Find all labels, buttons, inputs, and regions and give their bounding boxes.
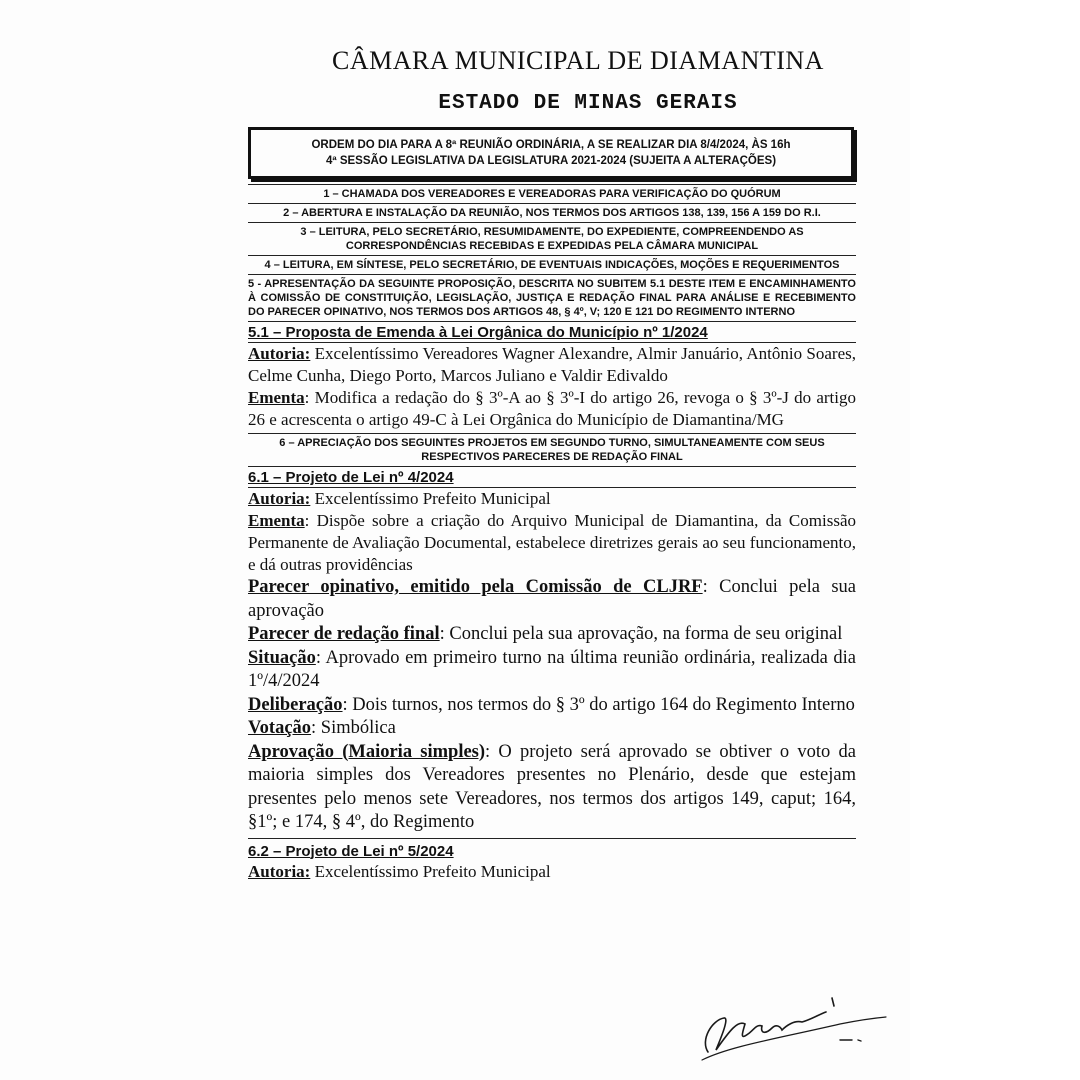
item-6-1-aprovacao (248, 741, 856, 839)
item-6-1-votacao (248, 717, 856, 741)
ementa-label: Ementa (248, 511, 305, 530)
item-6-1-heading: 6.1 – Projeto de Lei nº 4/2024 (248, 467, 856, 488)
autoria-label: Autoria: (248, 861, 311, 881)
deliberacao-label: Deliberação (248, 694, 343, 715)
ementa-text: : Modifica a redação do § 3º-A ao § 3º-I do artigo 26, revoga o § 3º-J do artigo 26 e acrescenta o artigo 49-C à Lei Orgânica do Município de Diamantina/MG (248, 388, 856, 429)
votacao-text: : Simbólica (311, 718, 396, 738)
item-6-1-deliberacao (248, 694, 856, 718)
item-6-1-parecer-redacao (248, 623, 856, 647)
section-4: 4 – LEITURA, EM SÍNTESE, PELO SECRETÁRIO, DE EVENTUAIS INDICAÇÕES, MOÇÕES E REQUERIMENTOS (248, 256, 856, 275)
item-5-1-heading: 5.1 – Proposta de Emenda à Lei Orgânica do Município nº 1/2024 (248, 322, 856, 343)
section-3: 3 – LEITURA, PELO SECRETÁRIO, RESUMIDAMENTE, DO EXPEDIENTE, COMPREENDENDO AS CORRESPONDÊNCIAS RECEBIDAS E EXPEDIDAS PELA CÂMARA MUNICIPAL (248, 223, 856, 256)
aprovacao-label: Aprovação (Maioria simples) (248, 741, 486, 762)
signature-scribble (690, 990, 890, 1070)
deliberacao-text: : Dois turnos, nos termos do § 3º do artigo 164 do Regimento Interno (342, 694, 855, 715)
autoria-text: Excelentíssimo Prefeito Municipal (310, 861, 551, 881)
autoria-label: Autoria: (248, 344, 311, 363)
aprovacao-text: : O projeto será aprovado se obtiver o voto da maioria simples dos Vereadores presentes no Plenário, desde que estejam presentes pelo menos sete Vereadores, nos termos dos artigos 149, caput; 164, §1º; e 174, § 4º, do Regimento (248, 741, 856, 832)
item-5-1-ementa (248, 387, 856, 434)
agenda-header-box (248, 127, 854, 179)
item-6-1-parecer-opinativo (248, 576, 856, 623)
item-5-1-autoria (248, 343, 856, 387)
autoria-text: Excelentíssimo Vereadores Wagner Alexandre, Almir Januário, Antônio Soares, Celme Cunha, Diego Porto, Marcos Juliano e Valdir Edivaldo (248, 344, 856, 385)
parecer-redacao-text: : Conclui pela sua aprovação, na forma de seu original (439, 624, 843, 644)
situacao-text: : Aprovado em primeiro turno na última reunião ordinária, realizada dia 1º/4/2024 (248, 647, 856, 691)
votacao-label: Votação (248, 718, 312, 738)
item-6-2-autoria (248, 861, 856, 883)
item-6-1-situacao (248, 647, 856, 694)
document-subtitle: ESTADO DE MINAS GERAIS (438, 92, 738, 115)
ementa-label: Ementa (248, 388, 305, 407)
autoria-label: Autoria: (248, 489, 311, 508)
section-6: 6 – APRECIAÇÃO DOS SEGUINTES PROJETOS EM SEGUNDO TURNO, SIMULTANEAMENTE COM SEUS RESPECTIVOS PARECERES DE REDAÇÃO FINAL (248, 434, 856, 467)
item-6-1-ementa (248, 510, 856, 576)
ementa-text: : Dispõe sobre a criação do Arquivo Municipal de Diamantina, da Comissão Permanente de Avaliação Documental, estabelece diretrizes gerais ao seu funcionamento, e dá outras providências (248, 511, 856, 574)
agenda-content (248, 184, 856, 883)
autoria-text: Excelentíssimo Prefeito Municipal (310, 489, 551, 508)
document-title: CÂMARA MUNICIPAL DE DIAMANTINA (332, 46, 824, 75)
section-5: 5 - APRESENTAÇÃO DA SEGUINTE PROPOSIÇÃO, DESCRITA NO SUBITEM 5.1 DESTE ITEM E ENCAMINHAMENTO À COMISSÃO DE CONSTITUIÇÃO, LEGISLAÇÃO, JUSTIÇA E REDAÇÃO FINAL PARA ANÁLISE E RECEBIMENTO DO PARECER OPINATIVO, NOS TERMOS DOS ARTIGOS 48, § 4º, V; 120 E 121 DO REGIMENTO INTERNO (248, 275, 856, 322)
situacao-label: Situação (248, 647, 316, 668)
agenda-header-line2: 4ª SESSÃO LEGISLATIVA DA LEGISLATURA 2021-2024 (SUJEITA A ALTERAÇÕES) (325, 155, 777, 167)
parecer-opinativo-label: Parecer opinativo, emitido pela Comissão de CLJRF (248, 577, 703, 597)
section-1: 1 – CHAMADA DOS VEREADORES E VEREADORAS PARA VERIFICAÇÃO DO QUÓRUM (248, 184, 856, 204)
item-6-2-heading: 6.2 – Projeto de Lei nº 5/2024 (248, 842, 454, 860)
parecer-redacao-label: Parecer de redação final (248, 624, 440, 644)
item-6-1-autoria (248, 488, 856, 510)
agenda-header-line1: ORDEM DO DIA PARA A 8ª REUNIÃO ORDINÁRIA, A SE REALIZAR DIA 8/4/2024, ÀS 16h (311, 139, 791, 151)
parecer-opinativo-text: : Conclui pela sua aprovação (248, 577, 856, 621)
section-2: 2 – ABERTURA E INSTALAÇÃO DA REUNIÃO, NOS TERMOS DOS ARTIGOS 138, 139, 156 A 159 DO R.I. (248, 204, 856, 223)
